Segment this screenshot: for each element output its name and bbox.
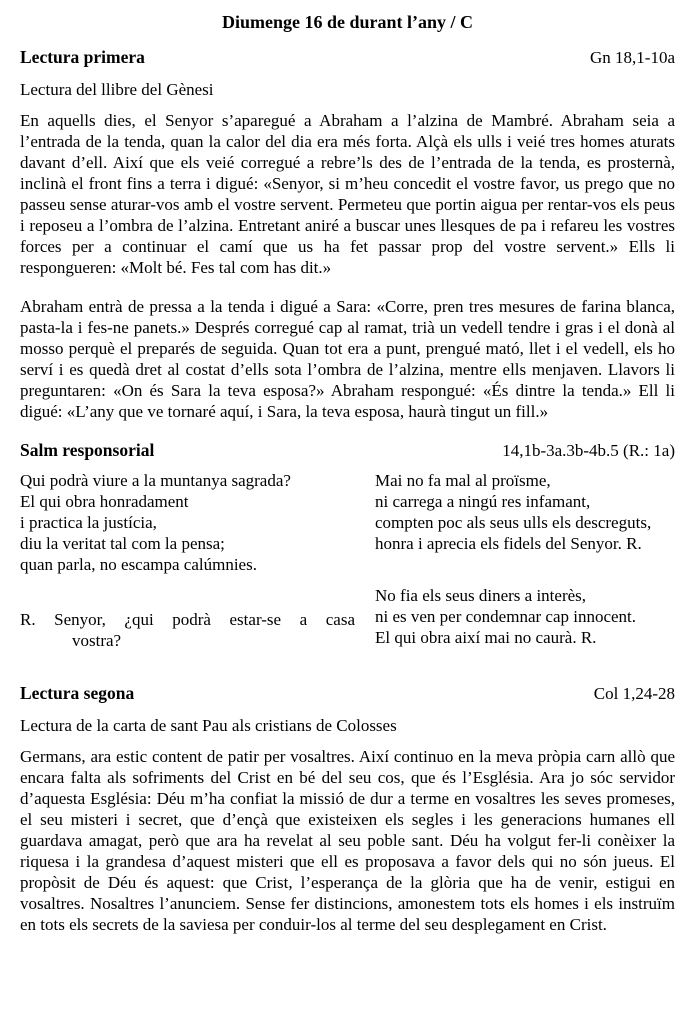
- psalm-verse-line: ni carrega a ningú res infamant,: [375, 492, 591, 511]
- psalm-stanza: [375, 585, 675, 648]
- psalm-header: [20, 440, 675, 461]
- first-reading-reference: Gn 18,1-10a: [590, 48, 675, 67]
- second-reading-paragraph-1: Germans, ara estic content de patir per vosaltres. Així continuo en la meva pròpia carn allò que encara falta als sofriments del Crist en bé del seu cos, que és l’Església. Ara jo sóc servidor d’aquesta Església: Déu m’ha confiat la missió de dur a terme en vosaltres les seves promeses, el seu misteri i secret, que d’ençà que existeixen els segles i les generacions humanes ell guardava amagat, però que ara ha revelat al seu poble sant. Déu ha volgut fer-li conèixer la riquesa i la grandesa d’aquest misteri que ell es proposava a favor dels qui no són jueus. El propòsit de Déu és aquest: que Crist, l’esperança de la glòria que ha de venir, estigui en vosaltres. Nosaltres l’anunciem. Sense fer distincions, amonestem tots els homes i els instruïm en tots els secrets de la saviesa per conduir-los al terme del seu desplegament en Crist.: [20, 747, 675, 934]
- first-reading-paragraph-2: Abraham entrà de pressa a la tenda i digué a Sara: «Corre, pren tres mesures de farina blanca, pasta-la i fes-ne panets.» Després corregué cap al ramat, trià un vedell tendre i gras i el donà al mosso perquè el preparés de seguida. Quan tot era a punt, prengué mató, llet i el vedell, els ho serví i es quedà dret al costat d’ells sota l’ombra de l’alzina, mentre ells menjaven. Llavors li preguntaren: «On és Sara la teva esposa?» Abraham respongué: «És dintre la tenda.» Ell li digué: «L’any que ve tornaré aquí, i Sara, la teva esposa, haurà tingut un fill.»: [20, 297, 675, 421]
- psalm-heading: Salm responsorial: [20, 440, 155, 460]
- psalm-verse-line: El qui obra així mai no caurà. R.: [375, 628, 597, 647]
- psalm-right-column: [375, 470, 675, 651]
- second-reading-reference: Col 1,24-28: [593, 684, 675, 703]
- psalm-response-line: R. Senyor, ¿qui podrà estar-se a casa: [20, 610, 355, 629]
- first-reading-source-line: Lectura del llibre del Gènesi: [20, 80, 214, 99]
- psalm-response: [20, 609, 355, 651]
- psalm-response-line: vostra?: [72, 631, 122, 650]
- second-reading-heading: Lectura segona: [20, 683, 135, 703]
- psalm-verse-line: El qui obra honradament: [20, 492, 189, 511]
- first-reading-paragraph-1: En aquells dies, el Senyor s’aparegué a Abraham a l’alzina de Mambré. Abraham seia a l’entrada de la tenda, quan la calor del dia era més forta. Alçà els ulls i veié tres homes aturats davant d’ell. Així que els veié corregué a rebre’ls des de l’entrada de la tenda, es prosternà, inclinà el front fins a terra i digué: «Senyor, si m’heu concedit el vostre favor, us prego que no passeu sense aturar-vos amb el vostre servent. Permeteu que portin aigua per rentar-vos els peus i reposeu a l’ombra de l’alzina. Entretant aniré a buscar unes llesques de pa i refareu les vostres forces per a continuar el camí que us ha fet passar prop del vostre servent.» Ells li respongueren: «Molt bé. Fes tal com has dit.»: [20, 111, 675, 277]
- psalm-reference: 14,1b-3a.3b-4b.5 (R.: 1a): [502, 441, 675, 460]
- psalm-left-column: [20, 470, 355, 651]
- psalm-stanza: [375, 470, 675, 554]
- psalm-verse-line: Mai no fa mal al proïsme,: [375, 471, 551, 490]
- psalm-verse-line: diu la veritat tal com la pensa;: [20, 534, 225, 553]
- psalm-verse-line: compten poc als seus ulls els descreguts,: [375, 513, 652, 532]
- first-reading-header: [20, 47, 675, 68]
- psalm-verse-line: quan parla, no escampa calúmnies.: [20, 555, 257, 574]
- psalm-verse-line: i practica la justícia,: [20, 513, 157, 532]
- first-reading-heading: Lectura primera: [20, 47, 145, 67]
- page-title: Diumenge 16 de durant l’any / C: [221, 12, 473, 32]
- second-reading-header: [20, 683, 675, 704]
- psalm-verse-line: Qui podrà viure a la muntanya sagrada?: [20, 471, 291, 490]
- second-reading-source-line: Lectura de la carta de sant Pau als cristians de Colosses: [20, 716, 397, 735]
- psalm-verse-line: ni es ven per condemnar cap innocent.: [375, 607, 637, 626]
- psalm-columns: [20, 470, 675, 651]
- psalm-verse-line: No fia els seus diners a interès,: [375, 586, 587, 605]
- psalm-verse-line: honra i aprecia els fidels del Senyor. R.: [375, 534, 642, 553]
